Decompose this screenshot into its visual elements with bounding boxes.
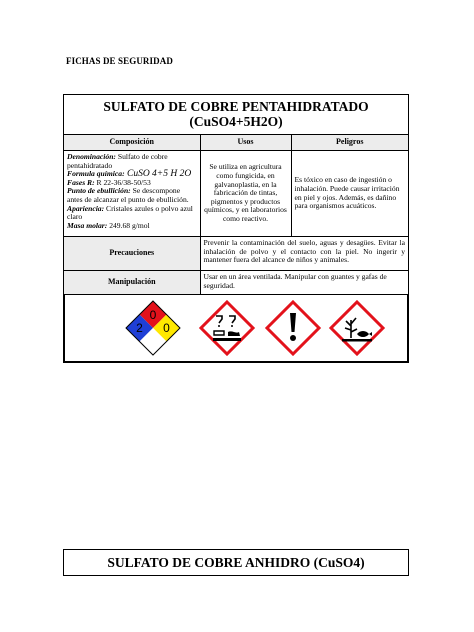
denominacion-value: Sulfato de cobre pentahidratado [67,152,168,170]
corrosive-icon [199,300,255,356]
usos-cell: Se utiliza en agricultura como fungicida, en galvanoplastia, en la fabricación de tintas, pigmentos y productos químicos, y en laboratorios como reactivo. [200,151,291,237]
document-heading: FICHAS DE SEGURIDAD [66,56,173,66]
manipulacion-label: Manipulación [64,271,200,295]
second-sheet-title: SULFATO DE COBRE ANHIDRO (CuSO4) [63,549,409,576]
nfpa-flammability-value: 0 [149,308,157,322]
manipulacion-text: Usar en un área ventilada. Manipular con guantes y gafas de seguridad. [200,271,408,295]
header-usos: Usos [200,135,291,151]
nfpa-health-value: 2 [136,321,143,335]
formula-value: CuSO 4+5 H 2O [124,169,192,180]
sheet-title-line2: (CuSO4+5H2O) [189,114,283,129]
ebullicion-key: Punto de ebullición: [67,186,131,196]
sheet-title [64,95,408,135]
ebullicion-line [67,187,197,204]
apariencia-line [67,205,197,222]
denominacion-key: Denominación: [67,152,116,161]
composicion-cell [64,151,200,237]
header-composicion: Composición [64,135,200,151]
header-peligros: Peligros [291,135,408,151]
exclamation-icon [265,300,321,356]
precauciones-label: Precauciones [64,237,200,271]
safety-table [64,135,408,295]
masa-line [67,222,197,231]
denominacion-line [67,153,197,170]
apariencia-key: Apariencia: [67,203,105,213]
nfpa-diamond-icon [125,300,181,356]
environment-icon [329,300,385,356]
sheet-title-line1: SULFATO DE COBRE PENTAHIDRATADO [103,99,369,114]
fases-key: Fases R: [67,177,95,187]
precauciones-text: Prevenir la contaminación del suelo, aguas y desagües. Evitar la inhalación de polvo y el contacto con la piel. No ingerir y mantener fuera del alcance de niños y animales. [200,237,408,271]
masa-key: Masa molar: [67,220,108,230]
nfpa-reactivity-value: 0 [163,321,170,335]
fases-value: R 22-36/38-50/53 [94,177,151,187]
safety-sheet [63,94,409,363]
masa-value: 249.68 g/mol [107,220,150,230]
formula-key: Formula química: [67,169,125,179]
ebullicion-value: Se descompone antes de alcanzar el punto de ebullición. [67,186,189,204]
peligros-cell: Es tóxico en caso de ingestión o inhalación. Puede causar irritación en piel y ojos. Además, es dañino para organismos acuáticos. [291,151,408,237]
hazard-pictograms [64,295,408,362]
apariencia-value: Cristales azules o polvo azul claro [67,203,193,222]
